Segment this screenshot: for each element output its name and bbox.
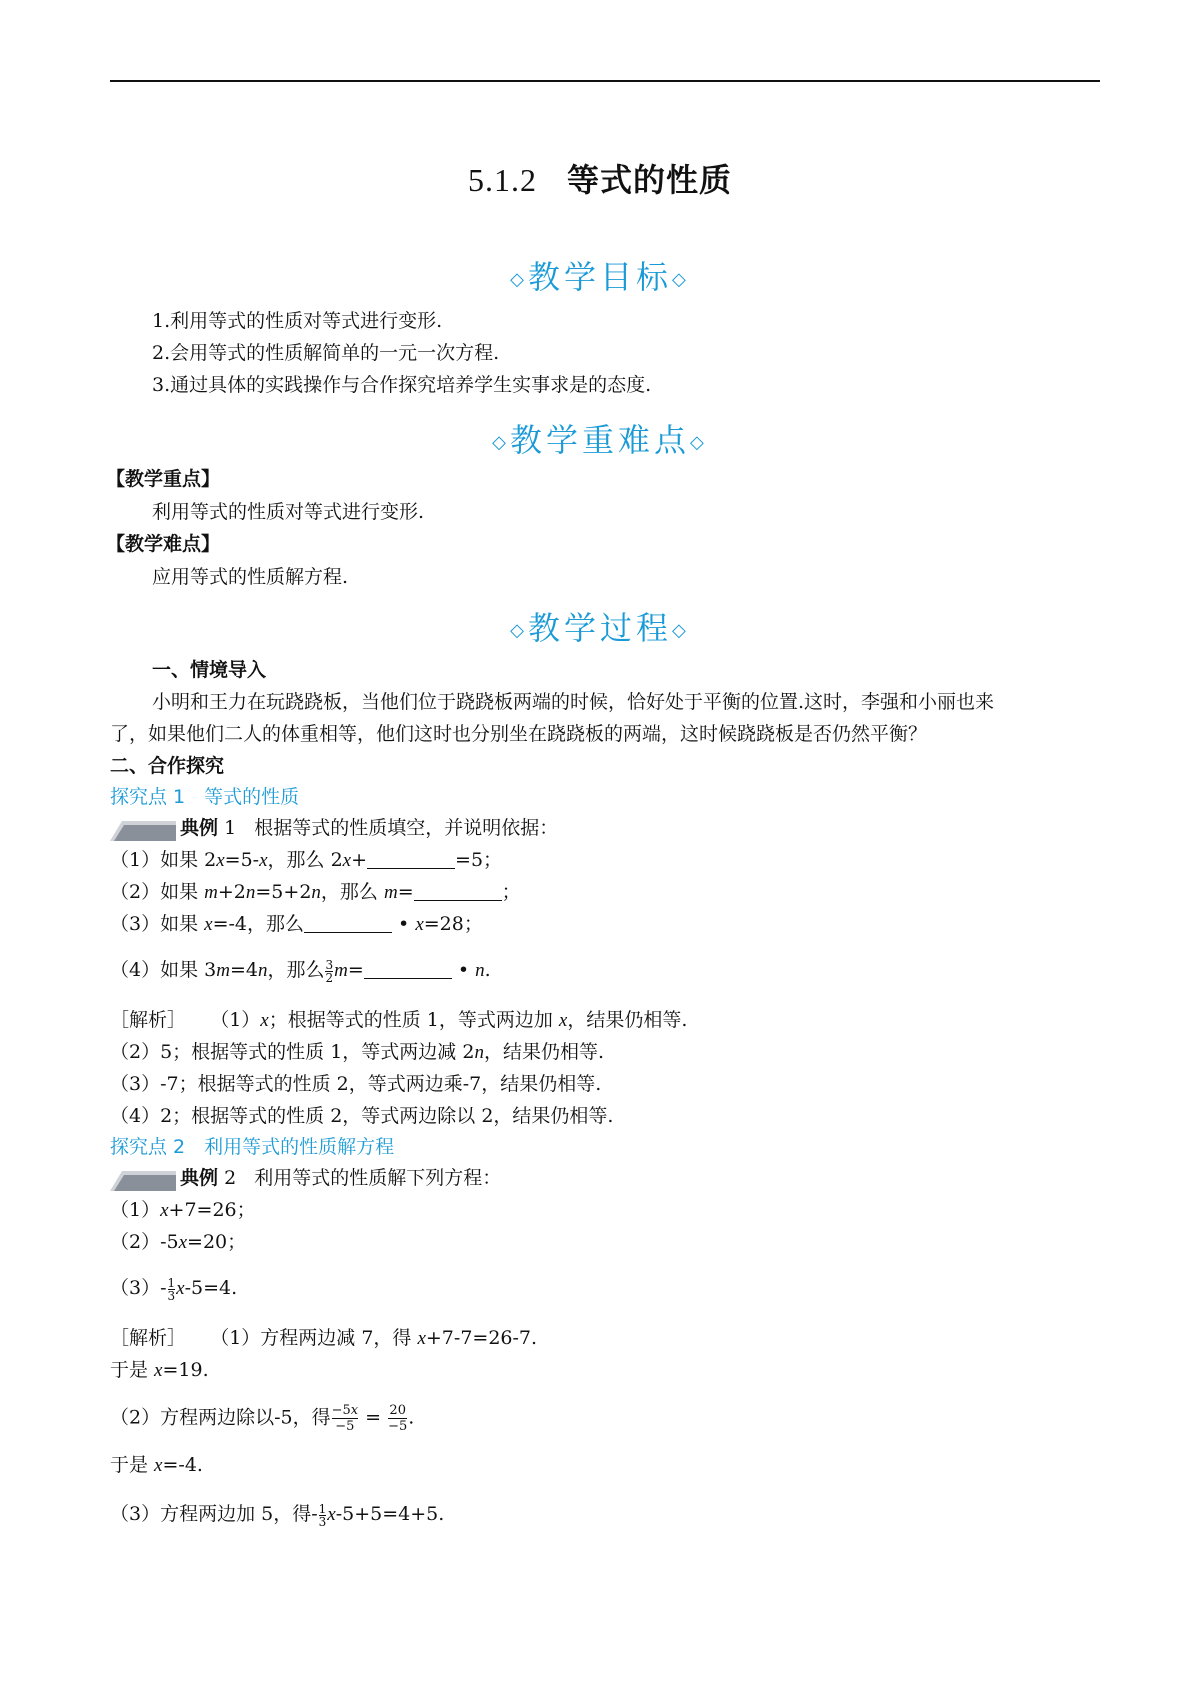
q1-var: x (342, 850, 352, 871)
q1-part: ，那么 2 (267, 849, 343, 871)
q4-part: ，那么 (267, 959, 325, 981)
s2-part: = (359, 1406, 388, 1429)
example-2-text: 利用等式的性质解下列方程： (254, 1167, 502, 1189)
s2b-part: =-4. (162, 1454, 203, 1476)
q4-part: = (347, 959, 364, 981)
q4-var: m (216, 960, 230, 981)
equation-1 (110, 1196, 256, 1225)
s1-var: x (417, 1328, 426, 1349)
intro-para-2: 了，如果他们二人的体重相等，他们这时也分别坐在跷跷板的两端，这时候跷跷板是否仍然平衡？ (110, 723, 928, 745)
s1-part: +7-7=26-7. (425, 1327, 538, 1349)
goal-1: 1.利用等式的性质对等式进行变形. (152, 310, 443, 332)
focus-label: 【教学重点】 (106, 468, 221, 490)
q2-var: m (204, 882, 218, 903)
goal-3: 3.通过具体的实践操作与合作探究培养学生实事求是的态度. (152, 374, 652, 396)
s2-part: （2）方程两边除以-5，得 (110, 1406, 331, 1429)
analysis-4: （4）2；根据等式的性质 2，等式两边除以 2，结果仍相等. (110, 1105, 614, 1127)
q3-var: x (204, 914, 213, 935)
e2-part: （2）-5 (110, 1231, 179, 1253)
a1-var: x (558, 1010, 568, 1031)
s3-part: -5+5=4+5. (335, 1503, 445, 1525)
q1-var: x (216, 850, 225, 871)
solution-2-result (110, 1451, 203, 1480)
solution-1 (110, 1324, 537, 1353)
example-1-label: 典例 (180, 817, 219, 839)
answer-blank (367, 848, 455, 869)
q3-part: • (392, 913, 416, 935)
diamond-icon: ◇ (492, 432, 510, 453)
q2-var: m (383, 882, 398, 903)
q2-part: ； (501, 881, 521, 903)
a2-part: （2）5；根据等式的性质 1，等式两边减 2 (110, 1041, 475, 1063)
intro-para-1: 小明和王力在玩跷跷板，当他们位于跷跷板两端的时候，恰好处于平衡的位置.这时，李强和小丽也来 (152, 691, 995, 713)
example-banner-icon (110, 1167, 176, 1191)
e3-part: （3）- (110, 1277, 167, 1299)
fraction-numerator: −5𝑥 (331, 1403, 359, 1418)
e3-part: -5=4. (184, 1277, 238, 1299)
q3-part: =28； (423, 913, 483, 935)
q1-part: + (351, 849, 368, 871)
q3-part: =-4，那么 (212, 913, 305, 935)
answer-blank (304, 912, 392, 933)
analysis-2 (110, 1038, 604, 1067)
fraction (332, 1403, 359, 1434)
s2-part: . (408, 1406, 415, 1429)
difficulty-label: 【教学难点】 (106, 533, 221, 555)
q4-var: n (257, 960, 268, 981)
e2-var: x (178, 1232, 188, 1253)
q2-part: =5+2 (255, 881, 312, 903)
e2-part: =20； (187, 1231, 247, 1253)
example-2-label: 典例 (180, 1167, 219, 1189)
example-banner-icon (110, 817, 176, 841)
focus-text: 利用等式的性质对等式进行变形. (152, 501, 425, 523)
e1-var: x (160, 1200, 169, 1221)
diamond-icon: ◇ (690, 432, 708, 453)
section-key (0, 415, 1200, 461)
section-process-label: 教学过程 (527, 609, 672, 647)
section-goals-label: 教学目标 (527, 258, 672, 296)
q3-part: （3）如果 (110, 913, 205, 935)
question-3 (110, 910, 483, 939)
q1-var: x (259, 850, 268, 871)
diamond-icon: ◇ (672, 269, 690, 290)
answer-blank (364, 958, 452, 979)
fraction (388, 1403, 407, 1434)
q4-part: =4 (229, 959, 258, 981)
s2b-part: 于是 (110, 1454, 155, 1476)
section-goals (0, 252, 1200, 298)
fraction-denominator: 2 (325, 970, 334, 985)
analysis-3: （3）-7；根据等式的性质 2，等式两边乘-7，结果仍相等. (110, 1073, 602, 1095)
fraction-numerator: 20 (389, 1403, 406, 1418)
q4-var: n (475, 960, 485, 981)
q2-var: n (245, 882, 256, 903)
answer-blank (414, 880, 502, 901)
s1b-part: 于是 (110, 1359, 155, 1381)
section-process (0, 603, 1200, 649)
a1-part: ，结果仍相等. (567, 1009, 688, 1031)
example-1-heading (110, 814, 558, 842)
a2-part: ，结果仍相等. (483, 1041, 604, 1063)
fraction (325, 959, 333, 984)
diamond-icon: ◇ (510, 620, 528, 641)
s1b-var: x (154, 1360, 163, 1381)
q3-var: x (415, 914, 424, 935)
fraction-denominator: −5 (332, 1418, 359, 1434)
e1-part: （1） (110, 1199, 161, 1221)
equation-3 (110, 1274, 237, 1303)
fraction-denominator: 3 (167, 1288, 176, 1303)
q4-part: （4）如果 3 (110, 959, 217, 981)
question-2 (110, 878, 521, 907)
q2-part: ，那么 (320, 881, 384, 903)
title-name: 等式的性质 (566, 161, 732, 199)
title-number: 5.1.2 (467, 162, 537, 198)
a1-var: x (260, 1010, 269, 1031)
e3-var: x (176, 1278, 185, 1299)
fraction-denominator: −5 (388, 1419, 408, 1434)
s3-part: （3）方程两边加 5，得- (110, 1503, 318, 1525)
analysis-1 (110, 1006, 687, 1035)
s3-var: x (327, 1504, 336, 1525)
equation-2 (110, 1228, 246, 1257)
q1-part: （1）如果 2 (110, 849, 217, 871)
a2-var: n (474, 1042, 484, 1063)
intro-heading: 一、情境导入 (152, 659, 267, 681)
fraction-numerator: 1 (167, 1275, 176, 1290)
diamond-icon: ◇ (510, 269, 528, 290)
example-1-num: 1 (224, 817, 237, 839)
solution-1-result (110, 1356, 209, 1385)
explore-point-2: 探究点 2 利用等式的性质解方程 (110, 1136, 395, 1158)
example-2-num: 2 (224, 1167, 237, 1189)
q1-part: =5； (455, 849, 503, 871)
solution-2 (110, 1403, 414, 1434)
example-2-heading (110, 1164, 501, 1192)
question-1 (110, 846, 502, 875)
q2-part: = (397, 881, 414, 903)
fraction (319, 1503, 327, 1528)
top-rule (110, 80, 1100, 82)
fraction-numerator: 3 (325, 957, 334, 972)
fraction (168, 1277, 176, 1302)
s1b-part: =19. (162, 1359, 209, 1381)
example-1-text: 根据等式的性质填空，并说明依据： (254, 817, 559, 839)
analysis-label: ［解析］ (110, 1327, 187, 1349)
q2-var: n (311, 882, 321, 903)
diamond-icon: ◇ (672, 620, 690, 641)
s1-part: （1）方程两边减 7，得 (210, 1327, 418, 1349)
q4-part: • (451, 959, 476, 981)
page-title (0, 155, 1200, 201)
goal-2: 2.会用等式的性质解简单的一元一次方程. (152, 342, 500, 364)
s2b-var: x (154, 1455, 163, 1476)
e1-part: +7=26； (168, 1199, 256, 1221)
fraction-denominator: 3 (318, 1514, 327, 1529)
a1-part: （1） (210, 1009, 261, 1031)
q2-part: +2 (217, 881, 246, 903)
q2-part: （2）如果 (110, 881, 205, 903)
explore-heading: 二、合作探究 (110, 755, 225, 777)
q4-var: m (334, 960, 348, 981)
fraction-numerator: 1 (318, 1501, 327, 1516)
difficulty-text: 应用等式的性质解方程. (152, 566, 349, 588)
a1-part: ；根据等式的性质 1，等式两边加 (268, 1009, 559, 1031)
question-4 (110, 956, 491, 985)
explore-point-1: 探究点 1 等式的性质 (110, 786, 300, 808)
analysis-label: ［解析］ (110, 1009, 187, 1031)
solution-3 (110, 1500, 444, 1529)
q1-part: =5- (224, 849, 260, 871)
section-key-label: 教学重难点 (509, 421, 690, 459)
q4-part: . (484, 959, 491, 981)
